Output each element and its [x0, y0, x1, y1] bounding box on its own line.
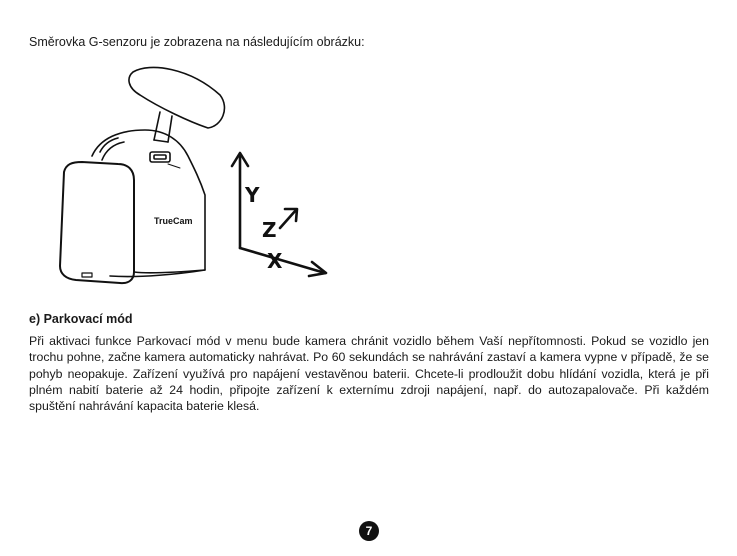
axis-x-label: X: [267, 249, 283, 273]
z-axis-arrow: [280, 210, 296, 228]
brand-label: TrueCam: [154, 216, 193, 226]
axis-y-label: Y: [245, 183, 260, 207]
x-axis-arrow: [240, 248, 325, 273]
g-sensor-figure: [40, 60, 340, 290]
page-number-badge: 7: [359, 521, 379, 541]
section-body: Při aktivaci funkce Parkovací mód v menu bude kamera chránit vozidlo během Vaší nepřítomnosti. Pokud se vozidlo jen trochu pohne, začne kamera automaticky nahrávat. Po 60 sekundách se nahrávání zastaví a kamera vypne v případě, že se pohyb neopakuje. Zařízení využívá pro napájení vestavěnou baterii. Chcete-li prodloužit dobu hlídání vozidla, která je při plném nabití baterie až 24 hodin, připojte zařízení k externímu zdroji napájení, např. do autozapalovače. Při každém spuštění nahrávání kapacita baterie klesá.: [29, 334, 709, 414]
intro-text: Směrovka G-senzoru je zobrazena na následujícím obrázku:: [29, 35, 365, 49]
dash-camera-illustration: [60, 67, 224, 283]
axis-z-label: Z: [262, 218, 277, 242]
section-title: e) Parkovací mód: [29, 312, 133, 326]
